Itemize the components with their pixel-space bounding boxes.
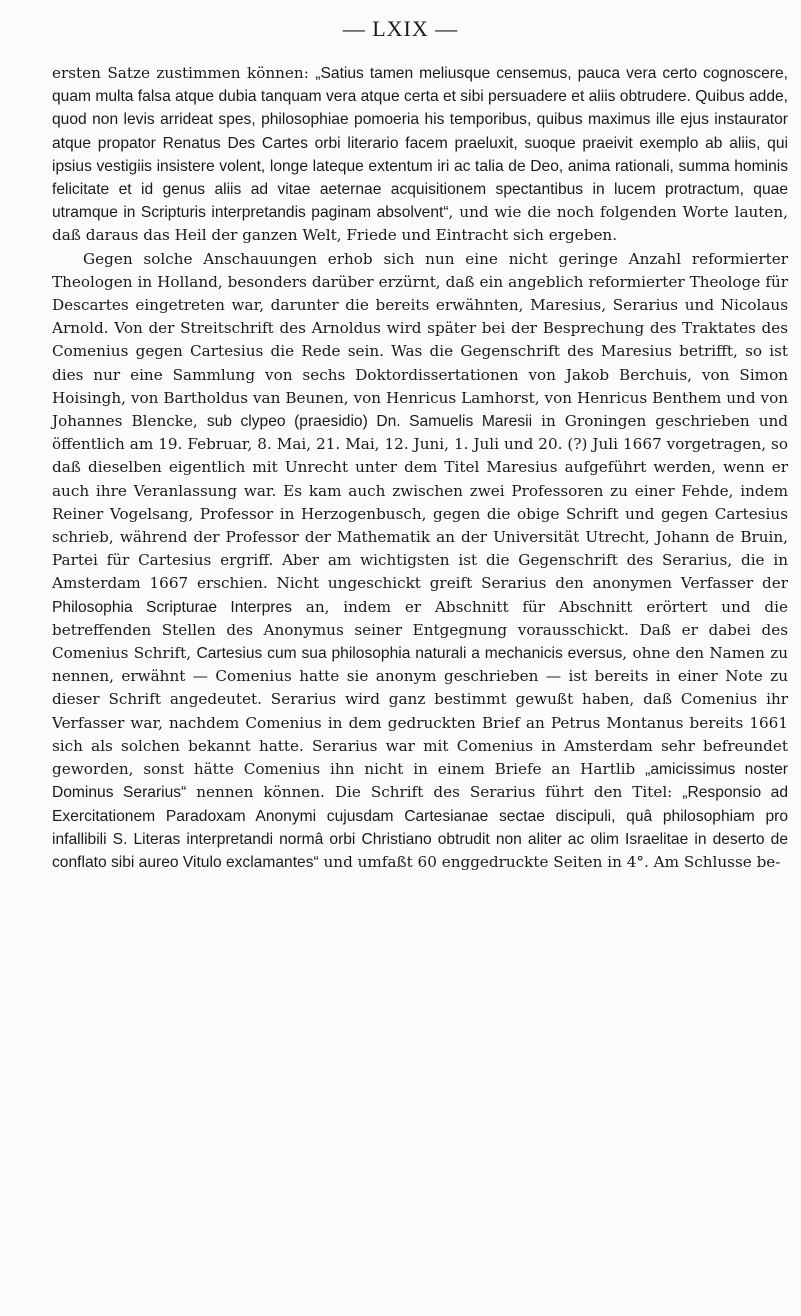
page-number: — LXIX —	[342, 16, 459, 41]
german-text: nennen können. Die Schrift des Serarius führt den Titel:	[186, 783, 683, 802]
latin-quotation: sub clypeo (praesidio) Dn. Samuelis Maresii	[206, 413, 533, 431]
german-text: , und wie die noch folgenden Worte lauten, daß daraus das Heil der ganzen Welt, Friede und Eintracht sich ergeben.	[52, 203, 788, 245]
german-text: , ohne den Namen zu nennen, erwähnt — Comenius hatte sie anonym geschrieben — ist bereits in einer Note zu dieser Schrift angedeutet. Serarius wird ganz bestimmt gewußt haben, daß Comenius ihr Verfasser war, nachdem Comenius in dem gedruckten Brief an Petrus Montanus bereits 1661 sich als solchen bekannt hatte. Serarius war mit Comenius in Amsterdam sehr befreundet geworden, sonst hätte Comenius ihn nicht in einem Briefe an Hartlib	[52, 644, 789, 779]
paragraph	[52, 248, 788, 874]
german-text: und umfaßt 60 enggedruckte Seiten in 4°. Am Schlusse be-	[318, 852, 781, 871]
body-text	[52, 62, 788, 874]
german-text: Gegen solche Anschauungen erhob sich nun eine nicht geringe Anzahl reformierter Theologen in Holland, besonders darüber erzürnt, daß ein angeblich reformierter Theologe für Descartes eingetreten war, darunter die bereits erwähnten, Maresius, Serarius und Nicolaus Arnold. Von der Streitschrift des Arnoldus wird später bei der Besprechung des Traktates des Comenius gegen Cartesius die Rede sein. Was die Gegenschrift des Maresius betrifft, so ist dies nur eine Sammlung von sechs Doktordissertationen von Jakob Berchuis, von Simon Hoisingh, von Bartholdus van Beunen, von Henricus Lamhorst, von Henricus Benthem und von Johannes Blencke,	[52, 249, 788, 431]
paragraph	[52, 62, 788, 248]
latin-quotation: „amicissimus noster Dominus Serarius“	[52, 761, 788, 802]
latin-quotation: Philosophia Scripturae Interpres	[52, 598, 292, 616]
latin-quotation: „Responsio ad Exercitationem Paradoxam Anonymi cujusdam Cartesianae sectae discipuli, quâ philosophiam pro infallibili S. Literas interpretandi normâ orbi Christiano obtrudit non aliter ac olim Israelitae in deserto de conflato sibi aureo Vitulo exclamantes“	[52, 784, 788, 871]
german-text: ersten Satze zustimmen können:	[52, 64, 316, 82]
german-text: an, indem er Abschnitt für Abschnitt erörtert und die betreffenden Stellen des Anonymus seiner Entgegnung vorausschickt. Daß er dabei des Comenius Schrift,	[52, 597, 788, 663]
german-text: in Groningen geschrieben und öffentlich am 19. Februar, 8. Mai, 21. Mai, 12. Juni, 1. Juli und 20. (?) Juli 1667 vorgetragen, so daß dieselben eigentlich mit Unrecht unter dem Titel Maresius aufgeführt werden, wenn er auch ihre Veranlassung war. Es kam auch zwischen zwei Professoren zu einer Fehde, indem Reiner Vogelsang, Professor in Herzogenbusch, gegen die obige Schrift und gegen Cartesius schrieb, während der Professor der Mathematik an der Universität Utrecht, Johann de Bruin, Partei für Cartesius ergriff. Aber am wichtigsten ist die Gegenschrift des Serarius, die in Amsterdam 1667 erschien. Nicht ungeschickt greift Serarius den anonymen Verfasser der	[52, 412, 788, 593]
latin-quotation: „Satius tamen meliusque censemus, pauca vera certo cognoscere, quam multa falsa atque dubia tanquam vera atque certa et sibi persuadere et aliis obtrudere. Quibus adde, quod non levis arrideat spes, philosophiae pomoeria his temporibus, quibus maximus ille ejus instaurator atque propator Renatus Des Cartes orbi literario facem praeluxit, suoque praeivit exemplo ab aliis, qui ipsius vestigiis insistere volent, longe lateque extentum iri ac talia de Deo, anima rationali, summa hominis felicitate et id genus aliis ad vitae aeternae acquisitionem spectantibus in lucem protractum, quae utramque in Scripturis interpretandis paginam absolvent“	[52, 65, 788, 222]
latin-quotation: Cartesius cum sua philosophia naturali a mechanicis eversus	[196, 645, 623, 663]
